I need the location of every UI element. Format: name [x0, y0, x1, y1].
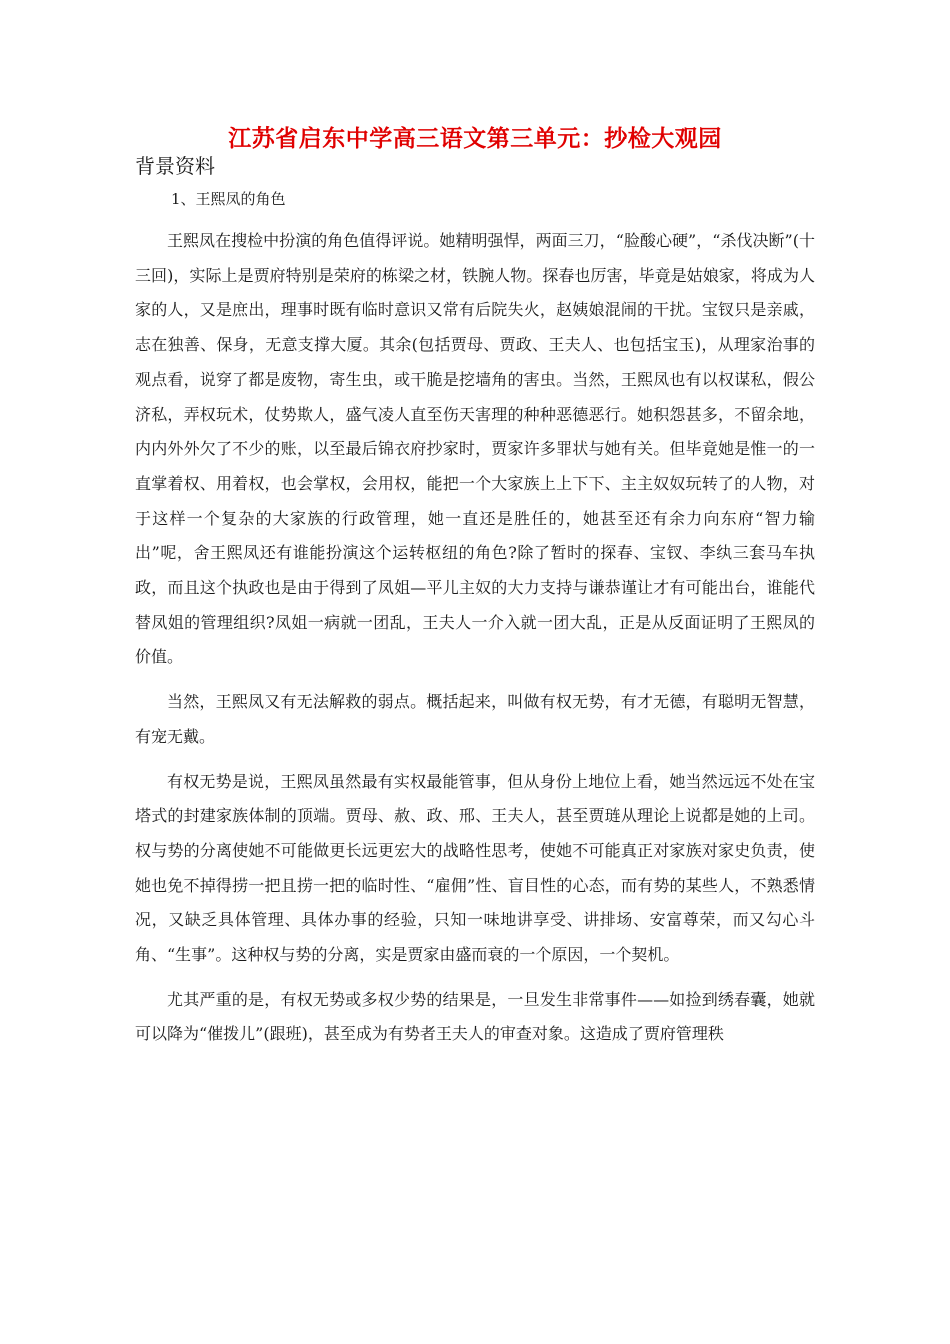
section-heading: 背景资料	[135, 154, 215, 178]
paragraph: 尤其严重的是，有权无势或多权少势的结果是，一旦发生非常事件——如捡到绣春囊，她就可以降为“催拨儿”(跟班)，甚至成为有势者王夫人的审查对象。这造成了贾府管理秩	[135, 989, 815, 1044]
paragraph: 当然，王熙凤又有无法解救的弱点。概括起来，叫做有权无势，有才无德，有聪明无智慧，有宠无戴。	[135, 692, 815, 746]
body-text	[135, 224, 815, 1062]
document-title: 江苏省启东中学高三语文第三单元：抄检大观园	[228, 125, 722, 152]
paragraph: 有权无势是说，王熙凤虽然最有实权最能管事，但从身份上地位上看，她当然远远不处在宝塔式的封建家族体制的顶端。贾母、赦、政、邢、王夫人，甚至贾琏从理论上说都是她的上司。权与势的分离使她不可能做更长远更宏大的战略性思考，使她不可能真正对家族对家史负责，使她也免不掉得捞一把且捞一把的临时性、“雇佣”性、盲目性的心态，而有势的某些人，不熟悉情况，又缺乏具体管理、具体办事的经验，只知一味地讲享受、讲排场、安富尊荣，而又勾心斗角、“生事”。这种权与势的分离，实是贾家由盛而衰的一个原因，一个契机。	[135, 771, 815, 965]
sub-heading: 1、王熙凤的角色	[171, 190, 286, 208]
paragraph: 王熙凤在搜检中扮演的角色值得评说。她精明强悍，两面三刀，“脸酸心硬”，“杀伐决断”(十三回)，实际上是贾府特别是荣府的栋梁之材，铁腕人物。探春也厉害，毕竟是姑娘家，将成为人家的人，又是庶出，理事时既有临时意识又常有后院失火，赵姨娘混闹的干扰。宝钗只是亲戚，志在独善、保身，无意支撑大厦。其余(包括贾母、贾政、王夫人、也包括宝玉)，从理家治事的观点看，说穿了都是废物，寄生虫，或干脆是挖墙角的害虫。当然，王熙凤也有以权谋私，假公济私，弄权玩术，仗势欺人，盛气凌人直至伤天害理的种种恶德恶行。她积怨甚多，不留余地，内内外外欠了不少的账，以至最后锦衣府抄家时，贾家许多罪状与她有关。但毕竟她是惟一的一直掌着权、用着权，也会掌权，会用权，能把一个大家族上上下下、主主奴奴玩转了的人物，对于这样一个复杂的大家族的行政管理，她一直还是胜任的，她甚至还有余力向东府“智力输出”呢，舍王熙凤还有谁能扮演这个运转枢纽的角色?除了暂时的探春、宝钗、李纨三套马车执政，而且这个执政也是由于得到了凤姐—平儿主奴的大力支持与谦恭谨让才有可能出台，谁能代替凤姐的管理组织?凤姐一病就一团乱，王夫人一介入就一团大乱，正是从反面证明了王熙凤的价值。	[135, 231, 815, 667]
